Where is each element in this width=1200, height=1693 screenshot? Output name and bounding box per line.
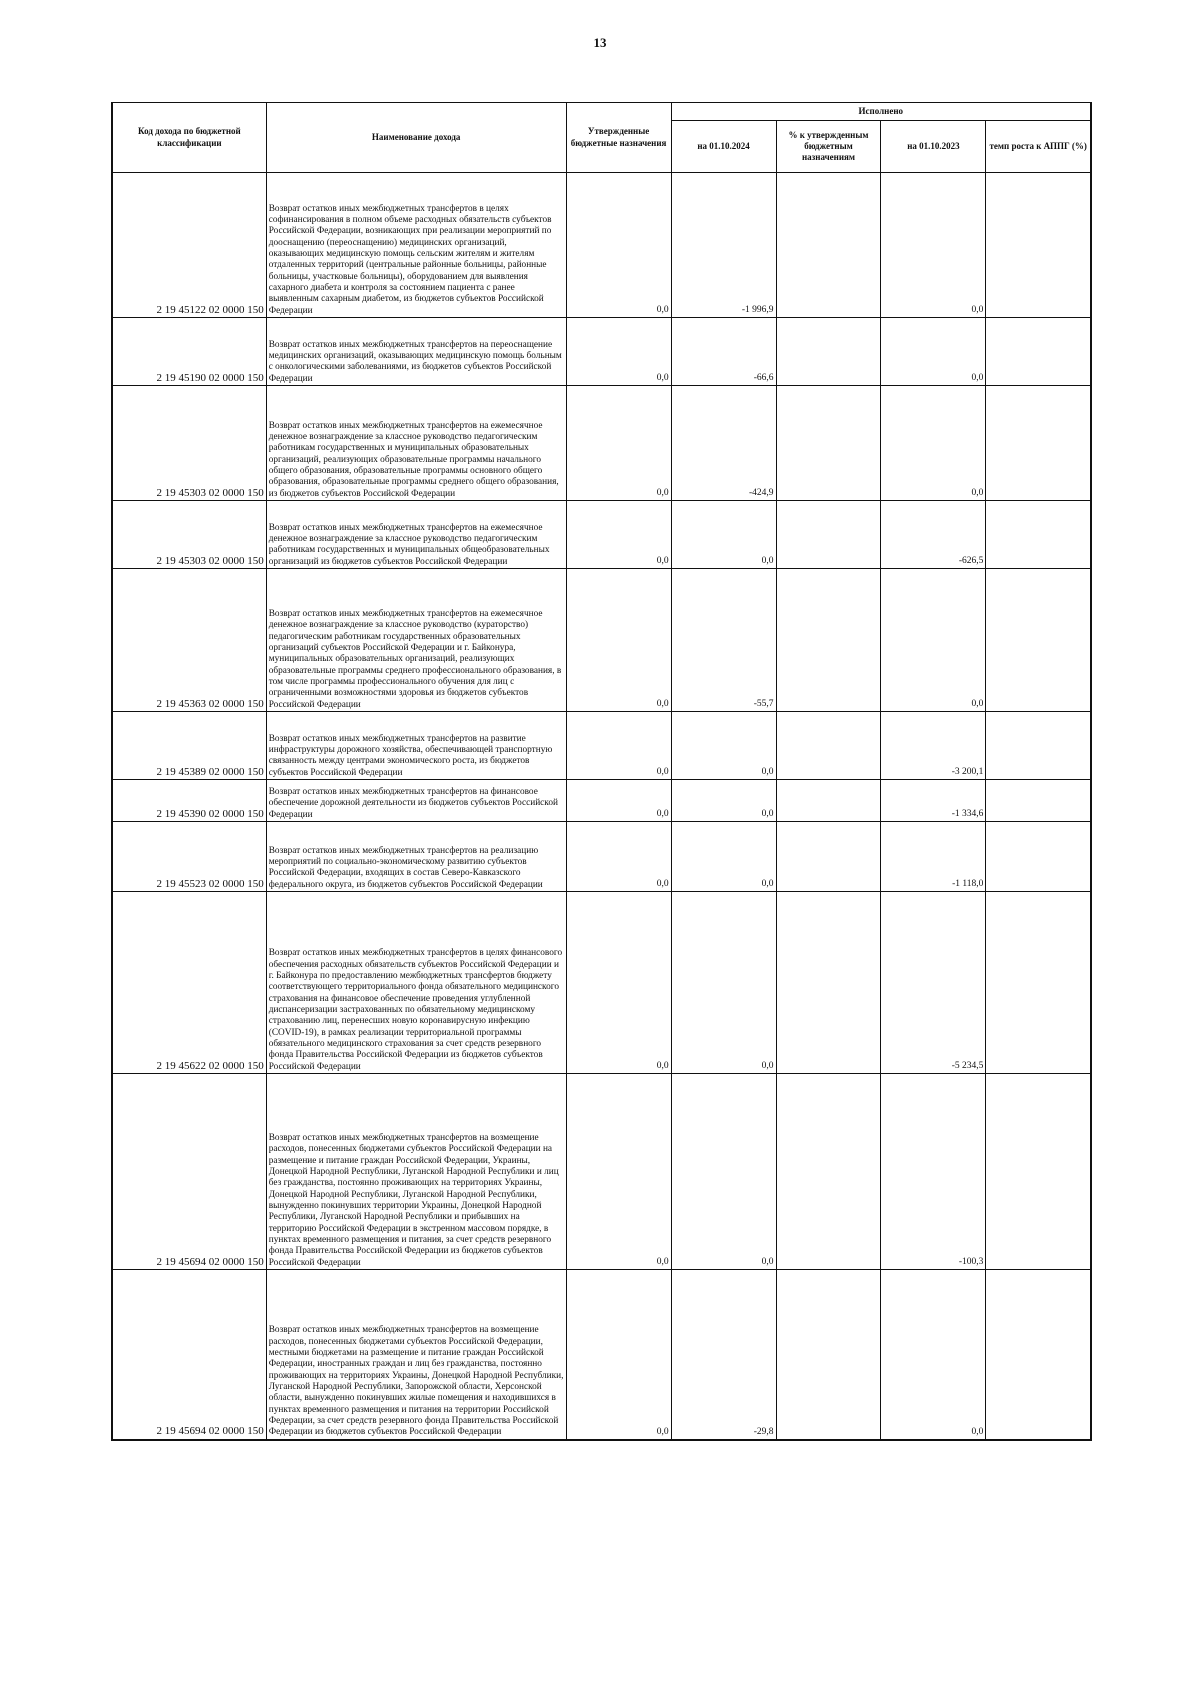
row-name: Возврат остатков иных межбюджетных трансфертов на ежемесячное денежное вознаграждение за классное руководство педагогическим работникам государственных и муниципальных общеобразовательных организаций из бюджетов субъектов Российской Федерации: [266, 501, 566, 569]
row-growth: [986, 501, 1091, 569]
row-exec-2024: 0,0: [671, 501, 776, 569]
row-name: Возврат остатков иных межбюджетных трансфертов на ежемесячное денежное вознаграждение за классное руководство педагогическим работникам государственных и муниципальных образовательных организаций, реализующих образовательные программы начального общего образования, образовательные программы основного общего образования, образовательные программы среднего общего образования, из бюджетов субъектов Российской Федерации: [266, 386, 566, 501]
row-exec-2023: -1 118,0: [881, 822, 986, 892]
row-exec-2024: 0,0: [671, 822, 776, 892]
row-code: 2 19 45694 02 0000 150: [112, 1074, 266, 1270]
row-exec-2024: -424,9: [671, 386, 776, 501]
row-code: 2 19 45390 02 0000 150: [112, 780, 266, 822]
row-exec-2023: 0,0: [881, 173, 986, 318]
table-row: [112, 892, 1091, 1074]
row-approved: 0,0: [566, 1270, 671, 1440]
row-approved: 0,0: [566, 318, 671, 386]
row-growth: [986, 173, 1091, 318]
row-name: Возврат остатков иных межбюджетных трансфертов на реализацию мероприятий по социально-экономическому развитию субъектов Российской Федерации, входящих в состав Северо-Кавказского федерального округа, из бюджетов субъектов Российской Федерации: [266, 822, 566, 892]
table-row: [112, 780, 1091, 822]
row-exec-2024: -55,7: [671, 569, 776, 712]
row-approved: 0,0: [566, 892, 671, 1074]
row-exec-2023: -626,5: [881, 501, 986, 569]
row-exec-2023: -1 334,6: [881, 780, 986, 822]
table-row: [112, 386, 1091, 501]
row-exec-2024: -1 996,9: [671, 173, 776, 318]
table-row: [112, 712, 1091, 780]
header-growth: темп роста к АППГ (%): [986, 121, 1091, 173]
row-approved: 0,0: [566, 712, 671, 780]
row-growth: [986, 712, 1091, 780]
row-exec-2023: 0,0: [881, 318, 986, 386]
row-growth: [986, 386, 1091, 501]
budget-table: [111, 102, 1092, 1441]
row-name: Возврат остатков иных межбюджетных трансфертов на возмещение расходов, понесенных бюджетами субъектов Российской Федерации на размещение и питание граждан Российской Федерации, Украины, Донецкой Народной Республики, Луганской Народной Республики и лиц без гражданства, постоянно проживающих на территориях Украины, Донецкой Народной Республики, Луганской Народной Республики, вынужденно покинувших территории Украины, Донецкой Народной Республики, Луганской Народной Республики и прибывших на территорию Российской Федерации в экстренном массовом порядке, в пунктах временного размещения и питания, за счет средств резервного фонда Правительства Российской Федерации из бюджетов субъектов Российской Федерации: [266, 1074, 566, 1270]
row-exec-2024: -29,8: [671, 1270, 776, 1440]
row-name: Возврат остатков иных межбюджетных трансфертов на возмещение расходов, понесенных бюджетами субъектов Российской Федерации, местными бюджетами на размещение и питание граждан Российской Федерации, иностранных граждан и лиц без гражданства, постоянно проживающих на территориях Украины, Донецкой Народной Республики, Луганской Народной Республики, Запорожской области, Херсонской области, вынужденно покинувших жилые помещения и находившихся в пунктах временного размещения и питания на территории Российской Федерации, за счет средств резервного фонда Правительства Российской Федерации из бюджетов субъектов Российской Федерации: [266, 1270, 566, 1440]
header-date-2024: на 01.10.2024: [671, 121, 776, 173]
header-code: Код дохода по бюджетной классификации: [112, 103, 266, 173]
row-approved: 0,0: [566, 780, 671, 822]
row-percent: [776, 780, 881, 822]
row-name: Возврат остатков иных межбюджетных трансфертов в целях софинансирования в полном объеме расходных обязательств субъектов Российской Федерации, возникающих при реализации мероприятий по дооснащению (переоснащению) медицинских организаций, оказывающих медицинскую помощь сельским жителям и жителям отдаленных территорий (центральные районные больницы, районные больницы, участковые больницы), оборудованием для выявления сахарного диабета и контроля за состоянием пациента с ранее выявленным сахарным диабетом, из бюджетов субъектов Российской Федерации: [266, 173, 566, 318]
row-percent: [776, 318, 881, 386]
row-percent: [776, 712, 881, 780]
row-code: 2 19 45190 02 0000 150: [112, 318, 266, 386]
table-row: [112, 318, 1091, 386]
row-code: 2 19 45363 02 0000 150: [112, 569, 266, 712]
row-code: 2 19 45694 02 0000 150: [112, 1270, 266, 1440]
row-exec-2023: 0,0: [881, 569, 986, 712]
row-percent: [776, 173, 881, 318]
row-exec-2023: 0,0: [881, 386, 986, 501]
row-exec-2024: 0,0: [671, 780, 776, 822]
row-approved: 0,0: [566, 822, 671, 892]
row-growth: [986, 1270, 1091, 1440]
row-code: 2 19 45122 02 0000 150: [112, 173, 266, 318]
row-name: Возврат остатков иных межбюджетных трансфертов в целях финансового обеспечения расходных обязательств субъектов Российской Федерации и г. Байконура по предоставлению межбюджетных трансфертов бюджету соответствующего территориального фонда обязательного медицинского страхования на финансовое обеспечение проведения углубленной диспансеризации застрахованных по обязательному медицинскому страхованию лиц, перенесших новую коронавирусную инфекцию (COVID-19), в рамках реализации территориальной программы обязательного медицинского страхования за счет средств резервного фонда Правительства Российской Федерации из бюджетов субъектов Российской Федерации: [266, 892, 566, 1074]
row-approved: 0,0: [566, 173, 671, 318]
row-name: Возврат остатков иных межбюджетных трансфертов на переоснащение медицинских организаций, оказывающих медицинскую помощь больным с онкологическими заболеваниями, из бюджетов субъектов Российской Федерации: [266, 318, 566, 386]
row-growth: [986, 1074, 1091, 1270]
row-growth: [986, 569, 1091, 712]
row-exec-2024: 0,0: [671, 1074, 776, 1270]
row-exec-2023: 0,0: [881, 1270, 986, 1440]
header-executed: Исполнено: [671, 103, 1091, 121]
table-row: [112, 1074, 1091, 1270]
row-growth: [986, 318, 1091, 386]
row-code: 2 19 45622 02 0000 150: [112, 892, 266, 1074]
row-growth: [986, 892, 1091, 1074]
header-name: Наименование дохода: [266, 103, 566, 173]
row-percent: [776, 501, 881, 569]
row-percent: [776, 1270, 881, 1440]
page-number: 13: [593, 35, 607, 50]
row-exec-2023: -100,3: [881, 1074, 986, 1270]
row-percent: [776, 1074, 881, 1270]
table-row: [112, 173, 1091, 318]
row-exec-2023: -3 200,1: [881, 712, 986, 780]
row-approved: 0,0: [566, 386, 671, 501]
row-code: 2 19 45389 02 0000 150: [112, 712, 266, 780]
table-row: [112, 501, 1091, 569]
table-row: [112, 822, 1091, 892]
row-exec-2024: 0,0: [671, 892, 776, 1074]
row-name: Возврат остатков иных межбюджетных трансфертов на развитие инфраструктуры дорожного хозяйства, обеспечивающей транспортную связанность между центрами экономического роста, из бюджетов субъектов Российской Федерации: [266, 712, 566, 780]
row-exec-2024: 0,0: [671, 712, 776, 780]
header-date-2023: на 01.10.2023: [881, 121, 986, 173]
row-name: Возврат остатков иных межбюджетных трансфертов на финансовое обеспечение дорожной деятельности из бюджетов субъектов Российской Федерации: [266, 780, 566, 822]
table-row: [112, 1270, 1091, 1440]
row-exec-2023: -5 234,5: [881, 892, 986, 1074]
row-code: 2 19 45303 02 0000 150: [112, 501, 266, 569]
row-approved: 0,0: [566, 501, 671, 569]
row-percent: [776, 569, 881, 712]
row-percent: [776, 386, 881, 501]
row-exec-2024: -66,6: [671, 318, 776, 386]
row-percent: [776, 822, 881, 892]
header-percent: % к утвержденным бюджетным назначениям: [776, 121, 881, 173]
row-code: 2 19 45523 02 0000 150: [112, 822, 266, 892]
row-approved: 0,0: [566, 569, 671, 712]
row-name: Возврат остатков иных межбюджетных трансфертов на ежемесячное денежное вознаграждение за классное руководство (кураторство) педагогическим работникам государственных образовательных организаций субъектов Российской Федерации и г. Байконура, муниципальных образовательных организаций, реализующих образовательные программы среднего профессионального образования, в том числе программы профессионального обучения для лиц с ограниченными возможностями здоровья из бюджетов субъектов Российской Федерации: [266, 569, 566, 712]
table-row: [112, 569, 1091, 712]
header-approved: Утвержденные бюджетные назначения: [566, 103, 671, 173]
row-code: 2 19 45303 02 0000 150: [112, 386, 266, 501]
row-growth: [986, 822, 1091, 892]
row-percent: [776, 892, 881, 1074]
row-approved: 0,0: [566, 1074, 671, 1270]
row-growth: [986, 780, 1091, 822]
